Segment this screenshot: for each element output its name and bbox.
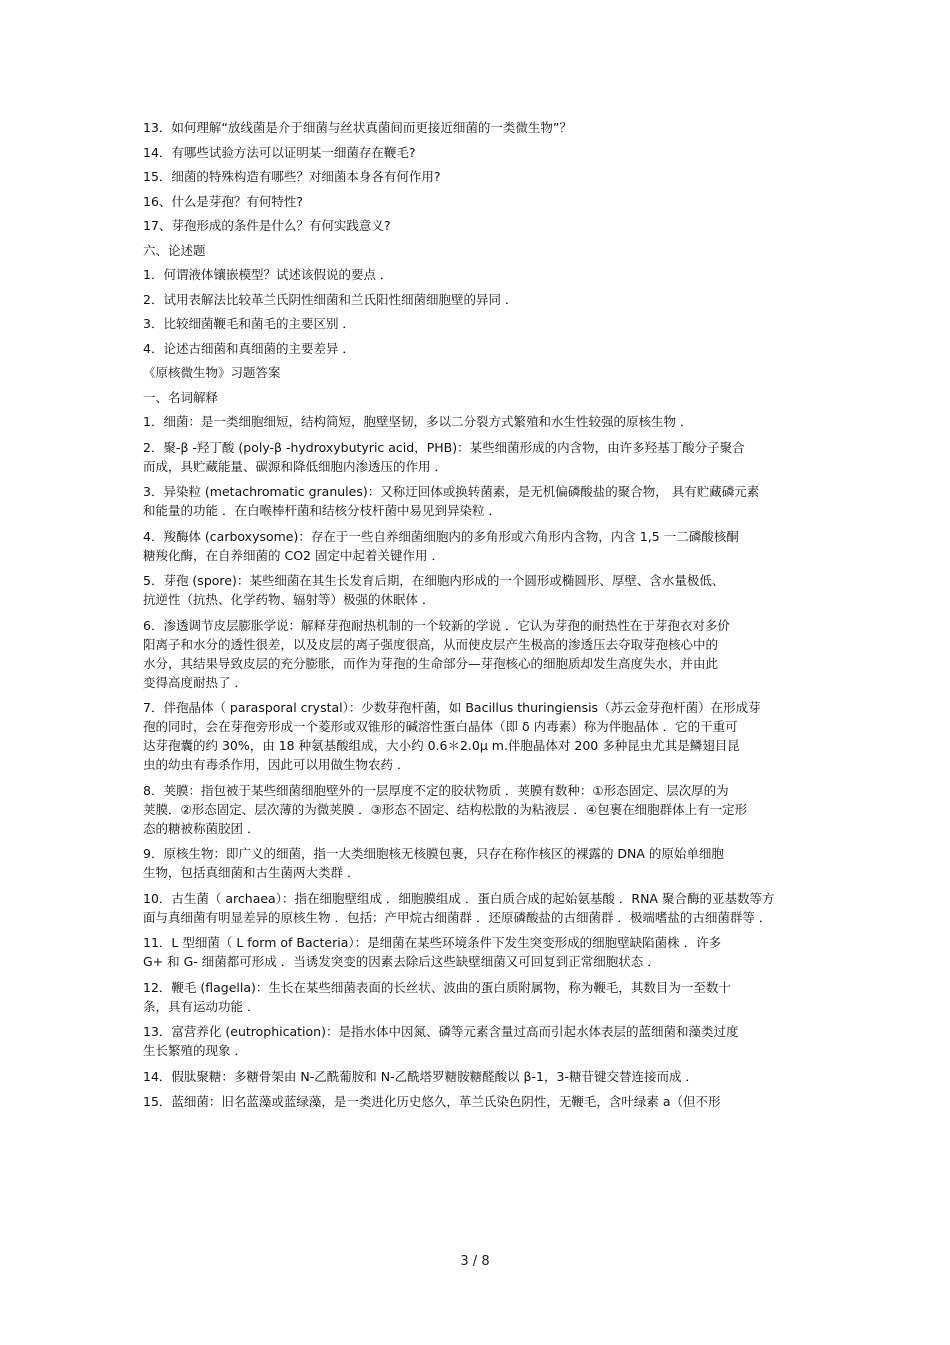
answer-line: 荚膜．②形态固定、层次薄的为微荚膜 ．③形态不固定、结构松散的为粘液层 ．④包裹在细胞群体上有一定形	[143, 801, 748, 817]
answer-line: 15．蓝细菌：旧名蓝藻或蓝绿藻，是一类进化历史悠久，革兰氏染色阴性，无鞭毛，含叶绿素 a（但不形	[143, 1094, 721, 1109]
answer-line: 条，具有运动功能 ．	[143, 998, 260, 1014]
question-item: 14．有哪些试验方法可以证明某一细菌存在鞭毛?	[143, 144, 416, 160]
answer-line: 阳离子和水分的透性很差，以及皮层的离子强度很高，从而使皮层产生极高的渗透压去夺取芽孢核心中的	[143, 636, 719, 652]
answers-title: 《原核微生物》习题答案	[143, 365, 281, 380]
answer-line: 11．L 型细菌（ L form of Bacteria）：是细菌在某些环境条件下发生突变形成的细胞壁缺陷菌株 ．许多	[143, 935, 722, 950]
answer-line: 孢的同时，会在芽孢旁形成一个菱形或双锥形的碱溶性蛋白晶体（即 δ 内毒素）称为伴胞晶体 ．它的干重可	[143, 719, 738, 734]
question-item: 17、芽孢形成的条件是什么？有何实践意义?	[143, 218, 391, 233]
answer-line: G+ 和 G- 细菌都可形成 ．当诱发突变的因素去除后这些缺壁细菌又可回复到正常细胞状态 ．	[143, 954, 660, 969]
answer-line: 而成，具贮藏能量、碳源和降低细胞内渗透压的作用 ．	[143, 458, 447, 474]
answer-line: 变得高度耐热了 ．	[143, 674, 247, 690]
question-item: 13．如何理解“放线菌是介于细菌与丝状真菌间而更接近细菌的一类微生物”？	[143, 120, 572, 135]
answer-line: 8．荚膜：指包被于某些细菌细胞壁外的一层厚度不定的胶状物质 ．荚膜有数种：①形态固定、层次厚的为	[143, 782, 729, 798]
answer-line: 6．渗透调节皮层膨胀学说：解释芽孢耐热机制的一个较新的学说 ．它认为芽孢的耐热性在于芽孢衣对多价	[143, 617, 730, 633]
question-item: 16、什么是芽孢？有何特性?	[143, 193, 304, 209]
answer-line: 12．鞭毛 (flagella)：生长在某些细菌表面的长丝状、波曲的蛋白质附属物，称为鞭毛，其数目为一至数十	[143, 979, 731, 995]
answer-line: 4．羧酶体 (carboxysome)：存在于一些自养细菌细胞内的多角形或六角形内含物，内含 1,5 一二磷酸核酮	[143, 528, 739, 544]
answer-line: 3．异染粒 (metachromatic granules)：又称迂回体或换转菌素，是无机偏磷酸盐的聚合物， 具有贮藏磷元素	[143, 484, 760, 499]
answer-line: 糖羧化酶，在自养细菌的 CO2 固定中起着关键作用 ．	[143, 547, 444, 563]
essay-question: 4．论述古细菌和真细菌的主要差异 ．	[143, 340, 355, 356]
question-item: 15．细菌的特殊构造有哪些？对细菌本身各有何作用?	[143, 169, 441, 184]
essay-question: 1．何谓液体镶嵌模型？试述该假说的要点 ．	[143, 267, 393, 282]
answer-line: 达芽孢囊的约 30%，由 18 种氨基酸组成，大小约 0.6＊2.0μ m.伴胞晶体对 200 多种昆虫尤其是鳞翅目昆	[143, 738, 740, 753]
answer-line: 9．原核生物：即广义的细菌，指一大类细胞核无核膜包裹，只存在称作核区的裸露的 DNA 的原始单细胞	[143, 846, 724, 861]
answer-line: 1．细菌：是一类细胞细短，结构简短，胞壁坚韧，多以二分裂方式繁殖和水生性较强的原核生物 ．	[143, 414, 693, 429]
page-number: 3 / 8	[460, 1254, 490, 1269]
answer-line: 14．假肽聚糖：多糖骨架由 N-乙酰葡胺和 N-乙酰塔罗糖胺糖醛酸以 β-1，3-糖苷键交替连接而成 ．	[143, 1068, 698, 1084]
answer-line: 生物，包括真细菌和古生菌两大类群 ．	[143, 865, 360, 880]
essay-question: 3．比较细菌鞭毛和菌毛的主要区别 ．	[143, 316, 355, 331]
essay-question: 2．试用表解法比较革兰氏阴性细菌和兰氏阳性细菌细胞壁的异同 ．	[143, 291, 518, 307]
answer-line: 13．富营养化 (eutrophication)：是指水体中因氮、磷等元素含量过高而引起水体表层的蓝细菌和藻类过度	[143, 1024, 739, 1039]
answer-line: 态的糖被称菌胶团 ．	[143, 820, 260, 836]
answer-line: 水分，其结果导致皮层的充分膨胀，而作为芽孢的生命部分—芽孢核心的细胞质却发生高度失水，并由此	[143, 655, 719, 671]
answer-line: 生长繁殖的现象 ．	[143, 1043, 247, 1058]
answer-line: 和能量的功能 ．在白喉棒杆菌和结核分枝杆菌中易见到异染粒 ．	[143, 503, 501, 518]
section-heading: 六、论述题	[143, 242, 206, 258]
answer-line: 7．伴孢晶体（ parasporal crystal）：少数芽孢杆菌，如 Bacillus thuringiensis（苏云金芽孢杆菌）在形成芽	[143, 700, 761, 715]
page-content	[143, 118, 811, 1118]
answer-line: 面与真细菌有明显差异的原核生物 ．包括：产甲烷古细菌群 ．还原磷酸盐的古细菌群 ．极端嗜盐的古细菌群等 ．	[143, 909, 772, 925]
answer-line: 10．古生菌（ archaea）：指在细胞壁组成 ．细胞膜组成 ．蛋白质合成的起始氨基酸 ．RNA 聚合酶的亚基数等方	[143, 890, 775, 906]
answer-line: 2．聚-β -羟丁酸 (poly-β -hydroxybutyric acid，PHB)：某些细菌形成的内含物，由许多羟基丁酸分子聚合	[143, 439, 745, 455]
answer-line: 虫的幼虫有毒杀作用，因此可以用做生物农药 ．	[143, 757, 410, 772]
answer-line: 5．芽孢 (spore)：某些细菌在其生长发育后期，在细胞内形成的一个圆形或椭圆形、厚壁、含水量极低、	[143, 573, 725, 588]
section-heading: 一、名词解释	[143, 389, 219, 405]
answer-line: 抗逆性（抗热、化学药物、辐射等）极强的休眠体 ．	[143, 592, 435, 607]
